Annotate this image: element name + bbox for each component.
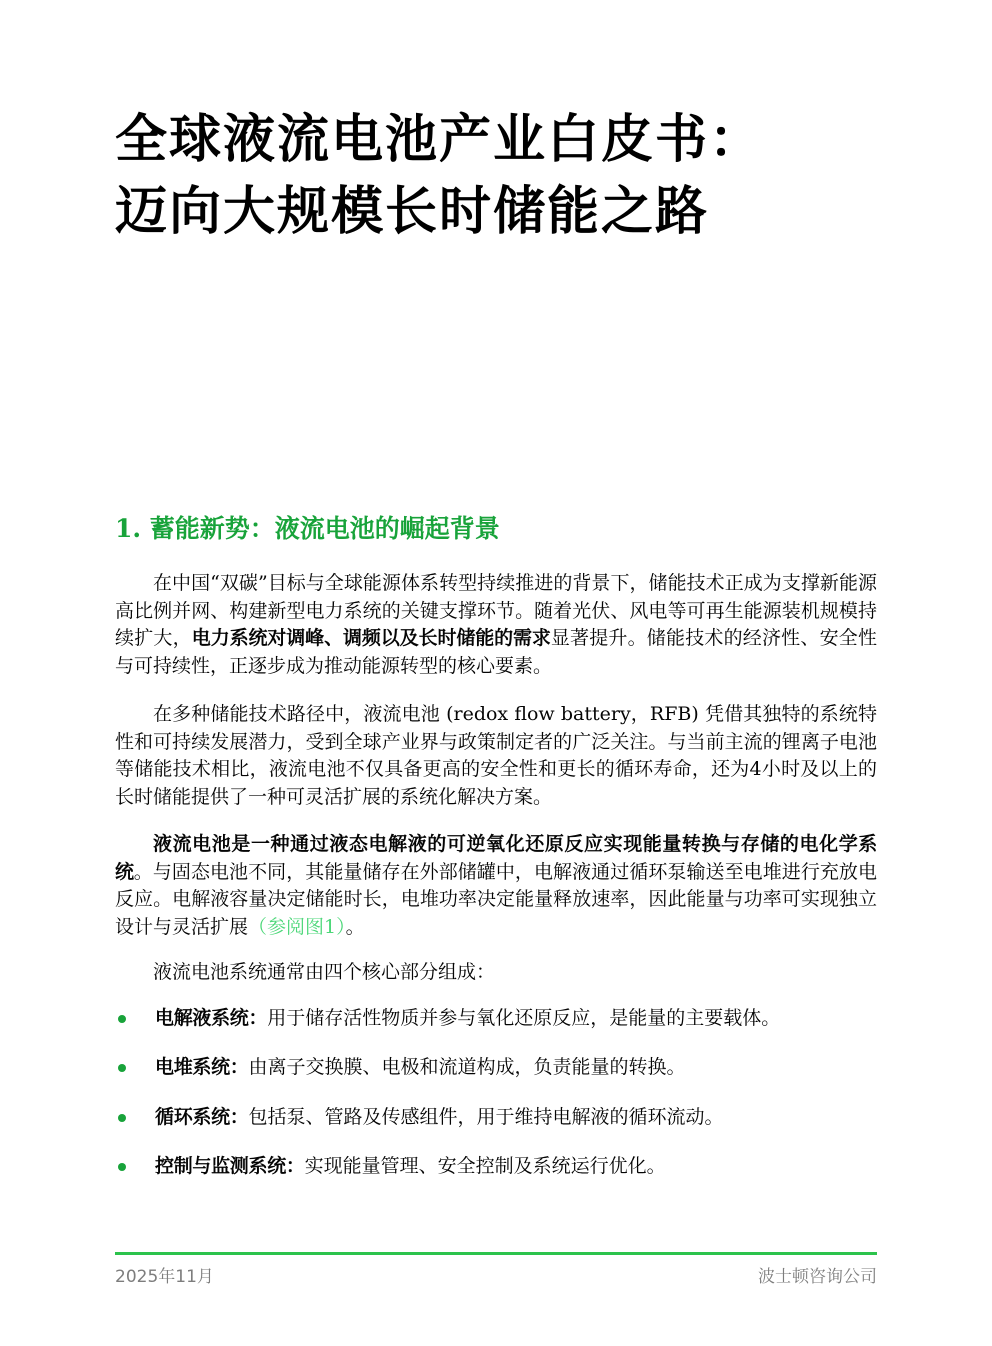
list-item-label: 循环系统： — [155, 1105, 249, 1128]
footer-date: 2025年11月 — [115, 1267, 214, 1287]
list-item-label: 电解液系统： — [155, 1006, 268, 1029]
paragraph-1-text-end: 显著提升。储能技术的经济性、安全性与可持续性，正逐步成为推动能源转型的核心要素。 — [115, 627, 877, 677]
document-title-line1: 全球液流电池产业白皮书： — [115, 109, 764, 170]
paragraph-1-text: 在中国“双碳”目标与全球能源体系转型持续推进的背景下，储能技术正成为支撑新能源高比例并网、构建新型电力系统的关键支撑环节。随着光伏、风电等可再生能源装机规模持续扩大， — [115, 572, 877, 649]
bullet-icon — [118, 1064, 126, 1072]
paragraph-3-text-end: 。 — [345, 915, 365, 938]
figure-1-link[interactable]: （参阅图1） — [248, 915, 346, 938]
list-item-control-monitoring-system — [115, 1153, 877, 1181]
list-item-label: 电堆系统： — [155, 1056, 249, 1078]
document-page — [115, 0, 877, 1346]
bullet-icon — [118, 1163, 126, 1171]
list-item-stack-system — [115, 1054, 877, 1082]
bullet-icon — [118, 1015, 126, 1023]
document-title — [115, 104, 877, 248]
paragraph-2-text: 在多种储能技术路径中，液流电池 (redox flow battery，RFB) 凭借其独特的系统特性和可持续发展潜力，受到全球产业界与政策制定者的广泛关注。与当前主流的锂离子电池等储能技术相比，液流电池不仅具备更高的安全性和更长的循环寿命，还为4小时及以上的长时储能提供了一种可灵活扩展的系统化解决方案。 — [115, 703, 877, 808]
document-title-line2: 迈向大规模长时储能之路 — [115, 181, 710, 242]
paragraph-1 — [115, 570, 877, 680]
list-item-text: 包括泵、管路及传感组件，用于维持电解液的循环流动。 — [248, 1105, 724, 1128]
paragraph-3-bold-text: 液流电池是一种通过液态电解液的可逆氧化还原反应实现能量转换与存储的电化学系统 — [115, 833, 877, 883]
list-item-label: 控制与监测系统： — [155, 1155, 305, 1177]
paragraph-3 — [115, 831, 877, 941]
section-1-heading: 1. 蓄能新势：液流电池的崛起背景 — [115, 514, 500, 543]
paragraph-4-text: 液流电池系统通常由四个核心部分组成： — [153, 961, 496, 983]
list-item-circulation-system — [115, 1104, 877, 1132]
paragraph-1-bold-text: 电力系统对调峰、调频以及长时储能的需求 — [191, 627, 551, 649]
page-footer — [115, 1252, 877, 1287]
paragraph-2 — [115, 701, 877, 811]
list-item-text: 由离子交换膜、电极和流道构成，负责能量的转换。 — [248, 1056, 686, 1078]
list-item-text: 用于储存活性物质并参与氧化还原反应，是能量的主要载体。 — [267, 1006, 781, 1029]
bullet-icon — [118, 1114, 126, 1122]
paragraph-4 — [115, 959, 877, 987]
footer-company: 波士顿咨询公司 — [758, 1267, 877, 1287]
paragraph-3-text: 。与固态电池不同，其能量储存在外部储罐中，电解液通过循环泵输送至电堆进行充放电反应。电解液容量决定储能时长，电堆功率决定能量释放速率，因此能量与功率可实现独立设计与灵活扩展 — [115, 860, 877, 938]
list-item-electrolyte-system — [115, 1005, 877, 1033]
component-list — [115, 1005, 877, 1181]
list-item-text: 实现能量管理、安全控制及系统运行优化。 — [304, 1155, 666, 1177]
